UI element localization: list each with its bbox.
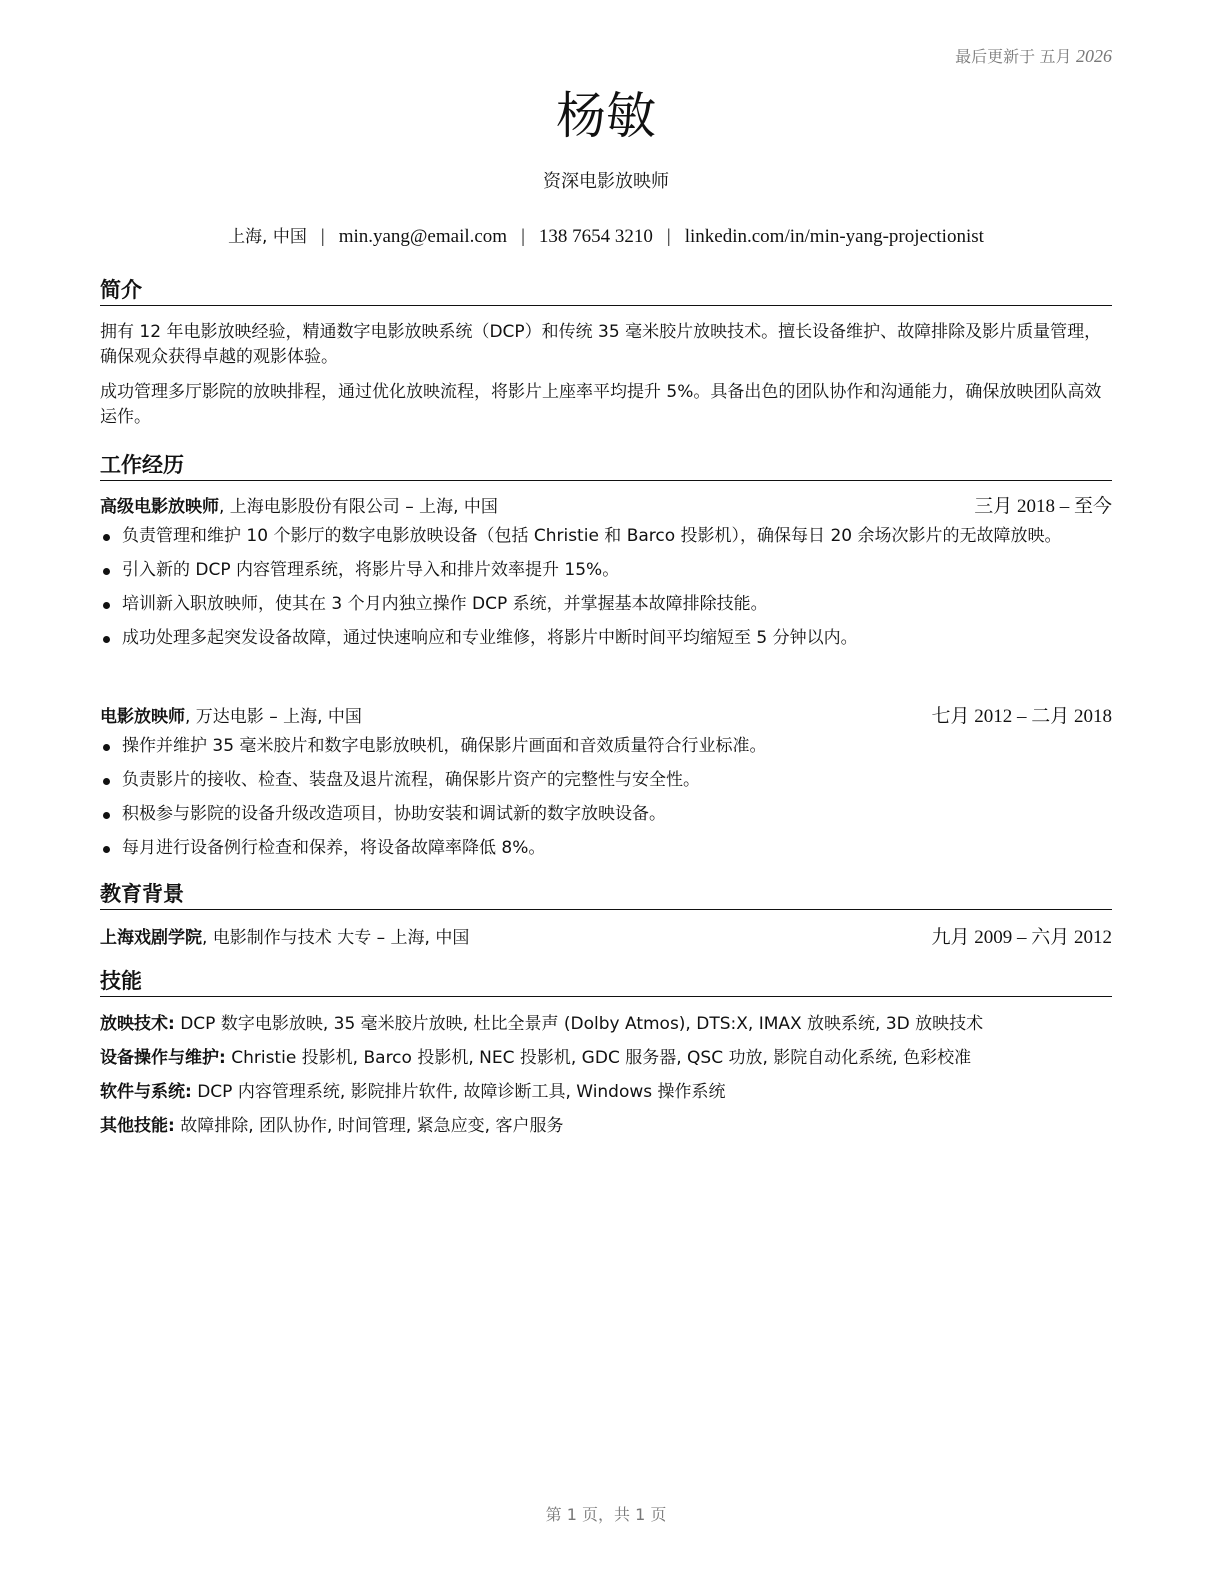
education-entry xyxy=(100,925,1112,951)
education-date: 九月 2009 – 六月 2012 xyxy=(931,927,1112,948)
skill-label: 设备操作与维护: xyxy=(100,1048,226,1068)
section-title-experience: 工作经历 xyxy=(100,451,1112,481)
job-entry xyxy=(100,704,1112,870)
summary-paragraph: 成功管理多厅影院的放映排程，通过优化放映流程，将影片上座率平均提升 5%。具备出色的团队协作和沟通能力，确保放映团队高效运作。 xyxy=(100,382,1102,427)
last-updated-prefix: 最后更新于 五月 xyxy=(955,49,1072,66)
contact-linkedin[interactable]: linkedin.com/in/min-yang-projectionist xyxy=(684,226,984,247)
section-title-skills: 技能 xyxy=(100,967,1112,997)
page-number: 第 1 页，共 1 页 xyxy=(545,1505,667,1524)
contact-location: 上海, 中国 xyxy=(228,227,307,247)
candidate-role: 资深电影放映师 xyxy=(543,171,669,192)
job-date: 三月 2018 – 至今 xyxy=(974,496,1112,517)
skill-label: 其他技能: xyxy=(100,1116,175,1136)
candidate-name: 杨敏 xyxy=(556,87,656,145)
list-item: 负责管理和维护 10 个影厅的数字电影放映设备（包括 Christie 和 Barco 投影机），确保每日 20 余场次影片的无故障放映。 xyxy=(100,524,1112,549)
last-updated-year: 2026 xyxy=(1076,46,1112,66)
education-school: 上海戏剧学院 xyxy=(100,928,202,948)
contact-email[interactable]: min.yang@email.com xyxy=(338,226,508,247)
contact-line xyxy=(100,224,1112,250)
contact-separator: | xyxy=(521,226,525,247)
contact-separator: | xyxy=(320,226,325,247)
job-entry xyxy=(100,494,1112,660)
job-organization: , 上海电影股份有限公司 – 上海, 中国 xyxy=(219,497,498,517)
list-item: 积极参与影院的设备升级改造项目，协助安装和调试新的数字放映设备。 xyxy=(100,802,1112,827)
skill-value: 故障排除, 团队协作, 时间管理, 紧急应变, 客户服务 xyxy=(174,1116,564,1136)
skill-value: DCP 数字电影放映, 35 毫米胶片放映, 杜比全景声 (Dolby Atmos), DTS:X, IMAX 放映系统, 3D 放映技术 xyxy=(174,1014,984,1034)
job-header xyxy=(100,494,1112,520)
section-title-summary: 简介 xyxy=(100,276,1112,306)
job-organization: , 万达电影 – 上海, 中国 xyxy=(185,707,362,727)
list-item: 负责影片的接收、检查、装盘及退片流程，确保影片资产的完整性与安全性。 xyxy=(100,768,1112,793)
skill-label: 软件与系统: xyxy=(100,1082,192,1102)
list-item: 培训新入职放映师，使其在 3 个月内独立操作 DCP 系统，并掌握基本故障排除技能。 xyxy=(100,592,1112,617)
skill-value: Christie 投影机, Barco 投影机, NEC 投影机, GDC 服务器, QSC 功放, 影院自动化系统, 色彩校准 xyxy=(225,1048,972,1068)
job-date: 七月 2012 – 二月 2018 xyxy=(931,706,1112,727)
contact-separator: | xyxy=(666,226,671,247)
job-bullets xyxy=(100,734,1112,861)
section-title-education: 教育背景 xyxy=(100,880,1112,910)
list-item: 每月进行设备例行检查和保养，将设备故障率降低 8%。 xyxy=(100,836,1112,861)
skill-label: 放映技术: xyxy=(100,1014,175,1034)
skills-section xyxy=(100,1012,1112,1148)
skill-row xyxy=(100,1046,1112,1071)
contact-phone: 138 7654 3210 xyxy=(538,226,653,247)
skill-row xyxy=(100,1114,1112,1139)
job-header xyxy=(100,704,1112,730)
last-updated xyxy=(955,44,1112,67)
list-item: 引入新的 DCP 内容管理系统，将影片导入和排片效率提升 15%。 xyxy=(100,558,1112,583)
resume-page xyxy=(100,0,1112,1584)
skill-value: DCP 内容管理系统, 影院排片软件, 故障诊断工具, Windows 操作系统 xyxy=(191,1082,726,1102)
list-item: 操作并维护 35 毫米胶片和数字电影放映机，确保影片画面和音效质量符合行业标准。 xyxy=(100,734,1112,759)
education-detail: , 电影制作与技术 大专 – 上海, 中国 xyxy=(202,928,470,948)
summary-section xyxy=(100,320,1112,440)
list-item: 成功处理多起突发设备故障，通过快速响应和专业维修，将影片中断时间平均缩短至 5 分钟以内。 xyxy=(100,626,1112,651)
job-title: 高级电影放映师 xyxy=(100,497,219,517)
skill-row xyxy=(100,1012,1112,1037)
job-title: 电影放映师 xyxy=(100,707,185,727)
job-bullets xyxy=(100,524,1112,651)
education-header xyxy=(100,925,1112,951)
skill-row xyxy=(100,1080,1112,1105)
summary-paragraph: 拥有 12 年电影放映经验，精通数字电影放映系统（DCP）和传统 35 毫米胶片放映技术。擅长设备维护、故障排除及影片质量管理，确保观众获得卓越的观影体验。 xyxy=(100,322,1102,367)
